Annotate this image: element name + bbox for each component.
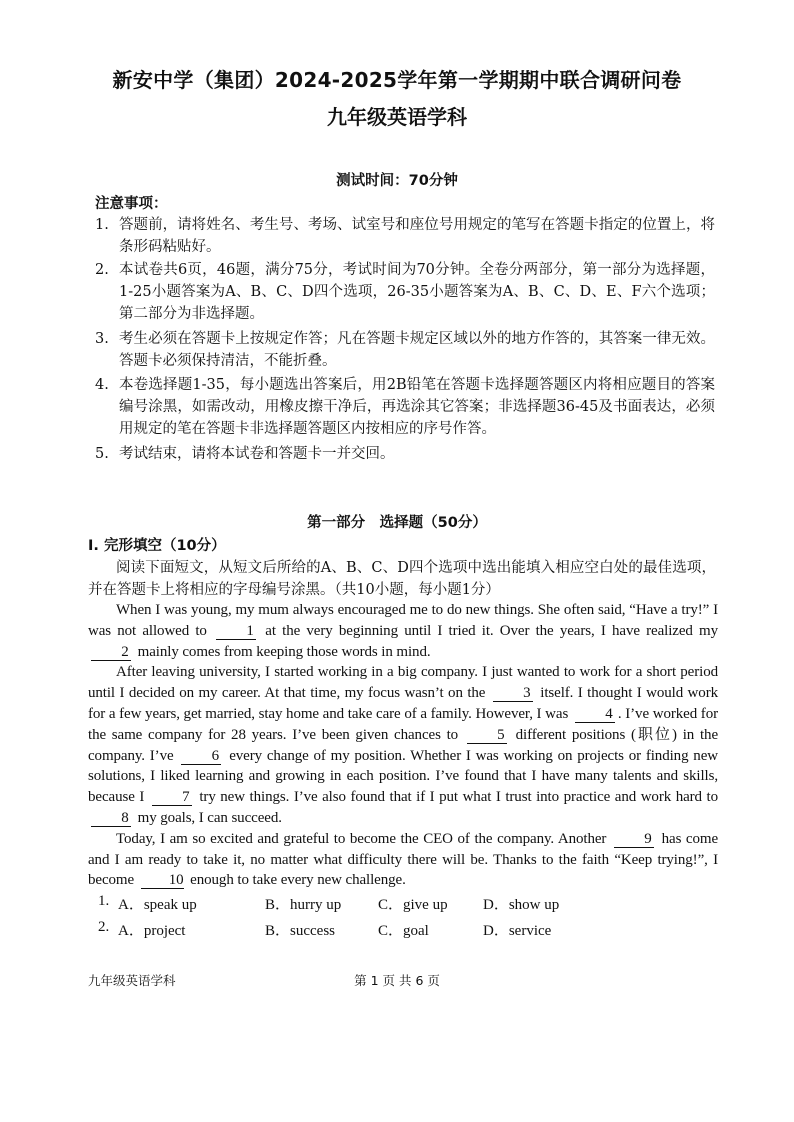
exam-subject: 九年级英语学科 <box>327 105 467 129</box>
passage-paragraph <box>88 600 718 662</box>
passage-text: . I’ve worked for the same company for 28 years. I’ve been given chances to <box>88 705 718 743</box>
passage-text: After leaving university, I started working in a big company. I just wanted to work for a short period until I decided on my career. At that time, my focus wasn’t on the <box>88 664 718 702</box>
passage-text: has come and I am ready to take it, no matter what difficulty there will be. Thanks to the faith “Keep trying!”, I become <box>88 830 719 889</box>
passage-text: mainly comes from keeping those words in mind. <box>137 643 431 660</box>
footer-subject: 九年级英语学科 <box>88 973 176 988</box>
question-number: 2. <box>98 919 110 935</box>
passage-text: try new things. I’ve also found that if I put what I trust into practice and work hard to <box>199 789 718 806</box>
passage-text: every change of my position. Whether I was working on projects or finding new solutions, I liked learning and growing in each position. I’ve found that I have many talents and skills, because I <box>88 747 718 806</box>
option-b: B．hurry up <box>265 897 342 913</box>
part-one-heading: 第一部分 选择题（50分） <box>307 515 487 531</box>
option-a: A．project <box>118 923 186 939</box>
note-number: 5. <box>95 446 109 462</box>
note-number: 3. <box>95 331 109 347</box>
note-text: 考试结束，请将本试卷和答题卡一并交回。 <box>119 446 395 462</box>
passage-text: at the very beginning until I tried it. Over the years, I have realized my <box>265 622 718 639</box>
option-d: D．service <box>483 923 552 939</box>
passage-text: enough to take every new challenge. <box>190 872 406 889</box>
test-time: 测试时间：70分钟 <box>336 173 458 189</box>
note-text: 答题前，请将姓名、考生号、考场、试室号和座位号用规定的笔写在答题卡指定的位置上，将条形码粘贴好。 <box>119 217 715 255</box>
note-text: 本卷选择题1-35，每小题选出答案后，用2B铅笔在答题卡选择题答题区内将相应题目的答案编号涂黑，如需改动，用橡皮擦干净后，再选涂其它答案；非选择题36-45及书面表达，必须用规定的笔在答题卡非选择题答题区内按相应的序号作答。 <box>119 377 715 437</box>
blank-9: 9 <box>614 831 654 848</box>
passage-paragraph <box>88 829 718 891</box>
blank-5: 5 <box>467 727 507 744</box>
cloze-passage <box>88 600 718 891</box>
exam-title: 新安中学（集团）2024-2025学年第一学期期中联合调研问卷 <box>112 68 682 92</box>
option-c: C．give up <box>378 897 448 913</box>
note-text: 本试卷共6页，46题，满分75分，考试时间为70分钟。全卷分两部分，第一部分为选择题，1-25小题答案为A、B、C、D四个选项，26-35小题答案为A、B、C、D、E、F六个选项；第二部分为非选择题。 <box>119 262 715 322</box>
note-text: 考生必须在答题卡上按规定作答；凡在答题卡规定区域以外的地方作答的，其答案一律无效。答题卡必须保持清洁，不能折叠。 <box>119 331 715 369</box>
note-number: 2. <box>95 262 109 278</box>
note-number: 4. <box>95 377 109 393</box>
option-d: D．show up <box>483 897 560 913</box>
passage-paragraph <box>88 662 718 828</box>
question-number: 1. <box>98 893 110 909</box>
blank-10: 10 <box>141 872 184 889</box>
blank-6: 6 <box>181 748 221 765</box>
blank-7: 7 <box>152 789 192 806</box>
blank-2: 2 <box>91 644 131 661</box>
passage-text: my goals, I can succeed. <box>137 809 282 826</box>
blank-4: 4 <box>575 706 615 723</box>
blank-3: 3 <box>493 685 533 702</box>
blank-8: 8 <box>91 810 131 827</box>
option-b: B．success <box>265 923 335 939</box>
option-a: A．speak up <box>118 897 197 913</box>
passage-text: different positions (职位) in the company. I’ve <box>88 726 719 764</box>
note-number: 1. <box>95 217 109 233</box>
passage-text: When I was young, my mum always encouraged me to do new things. She often said, “Have a try!” I was not allowed to <box>88 602 718 639</box>
blank-1: 1 <box>216 623 256 640</box>
passage-text: Today, I am so excited and grateful to become the CEO of the company. Another <box>116 830 607 847</box>
footer-page-number: 第 1 页 共 6 页 <box>354 973 440 988</box>
notes-heading: 注意事项： <box>95 196 168 212</box>
section-heading: I. 完形填空（10分） <box>88 538 226 554</box>
section-instructions: 阅读下面短文，从短文后所给的A、B、C、D四个选项中选出能填入相应空白处的最佳选项，并在答题卡上将相应的字母编号涂黑。（共10小题，每小题1分） <box>88 560 716 598</box>
passage-text: itself. I thought I would work for a few years, get married, stay home and take care of a family. However, I was <box>88 685 718 722</box>
option-c: C．goal <box>378 923 429 939</box>
